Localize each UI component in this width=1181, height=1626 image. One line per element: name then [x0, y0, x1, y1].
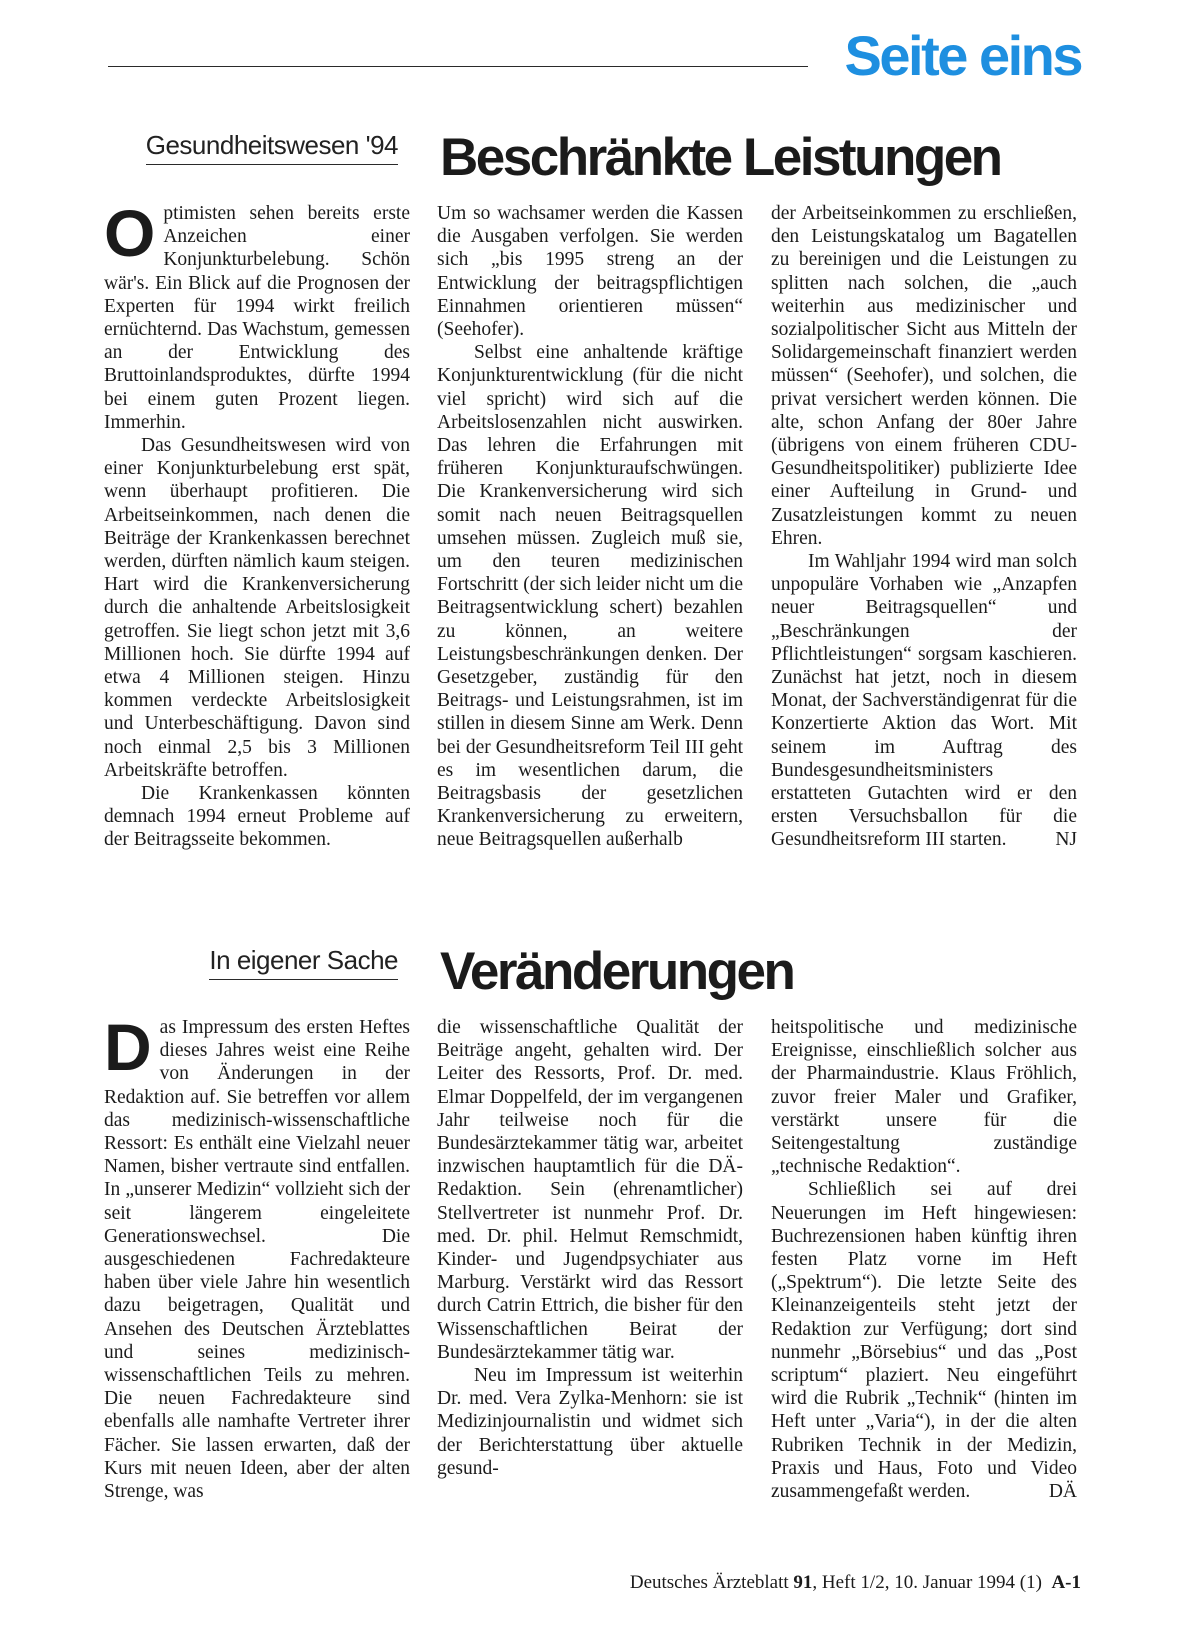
article-column-1 [104, 196, 410, 852]
article-column-2 [437, 202, 743, 852]
drop-cap: O [104, 196, 156, 270]
article-column-3 [771, 202, 1077, 852]
paragraph: Selbst eine anhaltende kräftige Konjunkturentwicklung (für die nicht viel spricht) wird sich auf die Arbeitslosenzahlen nicht auswirken. Das lehren die Erfahrungen mit früheren Konjunkturaufschwüngen. Die Krankenversicherung wird sich somit nach neuen Beitragsquellen umsehen müssen. Zugleich muß sie, um den teuren medizinischen Fortschritt (der sich leider nicht um die Beitragsentwicklung schert) bezahlen zu können, an weitere Leistungsbeschränkungen denken. Der Gesetzgeber, zuständig für den Beitrags- und Leistungsrahmen, ist im stillen in diesem Sinne am Werk. Denn bei der Gesundheitsreform Teil III geht es im wesentlichen darum, die Beitragsbasis der gesetzlichen Krankenversicherung zu erweitern, neue Beitragsquellen außerhalb [437, 342, 743, 851]
drop-cap: D [104, 1010, 152, 1084]
section-title: Seite eins [844, 24, 1081, 87]
paragraph: der Arbeitseinkommen zu erschließen, den Leistungskatalog um Bagatellen zu bereinigen und die Leistungen zu splitten nach solchen, die „auch weiterhin aus medizinischer und sozialpolitischer Sicht aus Mitteln der Solidargemeinschaft finanziert werden müssen“ (Seehofer), und solchen, die privat versichert werden können. Die alte, schon Anfang der 80er Jahre (übrigens von einem früheren CDU-Gesundheitspolitiker) publizierte Idee einer Aufteilung in Grund- und Zusatzleistungen kommt zu neuen Ehren. [771, 203, 1077, 549]
paragraph: Um so wachsamer werden die Kassen die Ausgaben verfolgen. Sie werden sich „bis 1995 streng an der Entwicklung der beitragspflichtigen Einnahmen orientieren müssen“ (Seehofer). [437, 203, 743, 341]
paragraph: Die Krankenkassen könnten demnach 1994 erneut Probleme auf der Beitragsseite bekommen. [104, 783, 410, 851]
paragraph: Neu im Impressum ist weiterhin Dr. med. Vera Zylka-Menhorn: sie ist Medizinjournalistin und widmet sich der Berichterstattung über aktuelle gesund- [437, 1365, 743, 1479]
paragraph: Das Impressum des ersten Heftes dieses Jahres weist eine Reihe von Änderungen in der Redaktion auf. Sie betreffen vor allem das medizinisch-wissenschaftliche Ressort: Es enthält eine Vielzahl neuer Namen, bisher vertraute sind entfallen. In „unserer Medizin“ vollzieht sich der seit längerem eingeleitete Generationswechsel. Die ausgeschiedenen Fachredakteure haben über viele Jahre hin wesentlich dazu beigetragen, Qualität und Ansehen des Deutschen Ärzteblattes und seines medizinisch-wissenschaftlichen Teils zu mehren. Die neuen Fachredakteure sind ebenfalls alle namhafte Vertreter ihrer Fächer. Sie lassen erwarten, daß der Kurs mit neuen Ideen, aber der alten Strenge, was [104, 1010, 410, 1503]
page-footer [630, 1572, 1081, 1594]
author-signature: NJ [1055, 829, 1077, 851]
page-number: A-1 [1051, 1572, 1081, 1593]
article-column-3 [771, 1016, 1077, 1503]
article-kicker: In eigener Sache [209, 945, 398, 980]
header-rule [108, 66, 808, 67]
article-kicker: Gesundheitswesen '94 [146, 130, 398, 165]
issue-date: , Heft 1/2, 10. Januar 1994 (1) [812, 1572, 1042, 1593]
paragraph: Das Gesundheitswesen wird von einer Konjunkturbelebung erst spät, wenn überhaupt profitieren. Die Arbeitseinkommen, nach denen die Beiträge der Krankenkassen berechnet werden, dürften nämlich kaum steigen. Hart wird die Krankenversicherung durch die anhaltende Arbeitslosigkeit getroffen. Sie liegt schon jetzt mit 3,6 Millionen hoch. Sie dürfte 1994 auf etwa 4 Millionen steigen. Hinzu kommen verdeckte Arbeitslosigkeit und Unterbeschäftigung. Davon sind noch einmal 2,5 bis 3 Millionen Arbeitskräfte betroffen. [104, 435, 410, 781]
article-title: Beschränkte Leistungen [440, 128, 1001, 187]
article-column-1 [104, 1010, 410, 1503]
author-signature: DÄ [1048, 1481, 1077, 1503]
article-title: Veränderungen [440, 942, 794, 1001]
paragraph: Optimisten sehen bereits erste Anzeichen einer Konjunkturbelebung. Schön wär's. Ein Blick auf die Prognosen der Experten für 1994 wirkt freilich ernüchternd. Das Wachstum, gemessen an der Entwicklung des Bruttoinlandsproduktes, dürfte 1994 bei einem guten Prozent liegen. Immerhin. [104, 196, 410, 433]
journal-volume: 91 [793, 1572, 813, 1593]
paragraph: Im Wahljahr 1994 wird man solch unpopuläre Vorhaben wie „Anzapfen neuer Beitragsquellen“ und „Beschränkungen der Pflichtleistungen“ sorgsam kaschieren. Zunächst hat jetzt, noch in diesem Monat, der Sachverständigenrat für die Konzertierte Aktion das Wort. Mit seinem im Auftrag des Bundesgesundheitsministers erstatteten Gutachten wird er den ersten Versuchsballon für die Gesundheitsreform III starten. NJ [771, 551, 1077, 851]
paragraph: heitspolitische und medizinische Ereignisse, einschließlich solcher aus der Pharmaindustrie. Klaus Fröhlich, zuvor freier Maler und Grafiker, verstärkt unsere für die Seitengestaltung zuständige „technische Redaktion“. [771, 1017, 1077, 1178]
article-column-2 [437, 1016, 743, 1480]
journal-name: Deutsches Ärzteblatt [629, 1572, 789, 1593]
paragraph: Schließlich sei auf drei Neuerungen im Heft hingewiesen: Buchrezensionen haben künftig ihren festen Platz vorne im Heft („Spektrum“). Die letzte Seite des Kleinanzeigenteils steht jetzt der Redaktion zur Verfügung; dort sind nunmehr „Börsebius“ und das „Post scriptum“ plaziert. Neu eingeführt wird die Rubrik „Technik“ (hinten im Heft unter „Varia“), in der die alten Rubriken Technik in der Medizin, Praxis und Haus, Foto und Video zusammengefaßt werden. DÄ [771, 1179, 1077, 1503]
paragraph: die wissenschaftliche Qualität der Beiträge angeht, gehalten wird. Der Leiter des Ressorts, Prof. Dr. med. Elmar Doppelfeld, der im vergangenen Jahr teilweise noch für die Bundesärztekammer tätig war, arbeitet inzwischen hauptamtlich für die DÄ-Redaktion. Sein (ehrenamtlicher) Stellvertreter ist nunmehr Prof. Dr. med. Dr. phil. Helmut Remschmidt, Kinder- und Jugendpsychiater aus Marburg. Verstärkt wird das Ressort durch Catrin Ettrich, die bisher für den Wissenschaftlichen Beirat der Bundesärztekammer tätig war. [437, 1017, 743, 1363]
